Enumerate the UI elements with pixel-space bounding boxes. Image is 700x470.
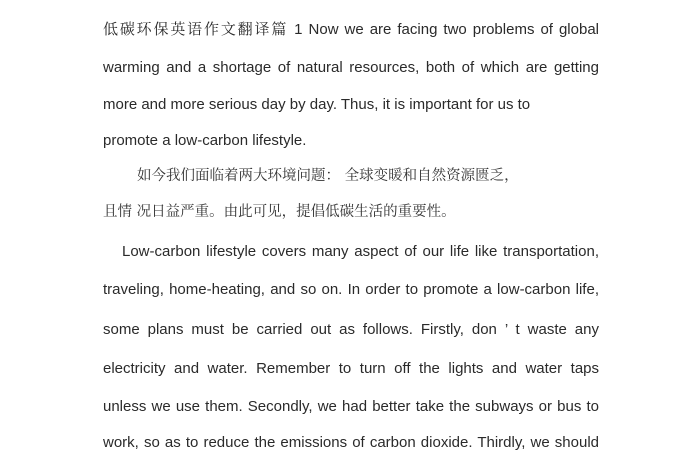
text-line: Low-carbon lifestyle covers many aspect of our life like transportation, [122, 243, 599, 260]
text-line: promote a low-carbon lifestyle. [103, 132, 307, 149]
text-line: warming and a shortage of natural resources, both of which are getting [103, 59, 599, 76]
text-line: 低碳环保英语作文翻译篇 1 Now we are facing two problems of global [103, 21, 599, 38]
text-line: unless we use them. Secondly, we had better take the subways or bus to [103, 398, 599, 415]
text-line: more and more serious day by day. Thus, it is important for us to [103, 96, 531, 113]
text-line: traveling, home-heating, and so on. In order to promote a low-carbon life, [103, 281, 599, 298]
text-line: work, so as to reduce the emissions of carbon dioxide. Thirdly, we should [103, 434, 599, 451]
text-line: some plans must be carried out as follows. Firstly, don ’ t waste any [103, 321, 599, 338]
text-line: electricity and water. Remember to turn off the lights and water taps [103, 360, 599, 377]
text-line: 如今我们面临着两大环境问题： 全球变暖和自然资源匮乏， [137, 168, 519, 184]
text-line: 且情 况日益严重。由此可见，提倡低碳生活的重要性。 [103, 204, 456, 220]
